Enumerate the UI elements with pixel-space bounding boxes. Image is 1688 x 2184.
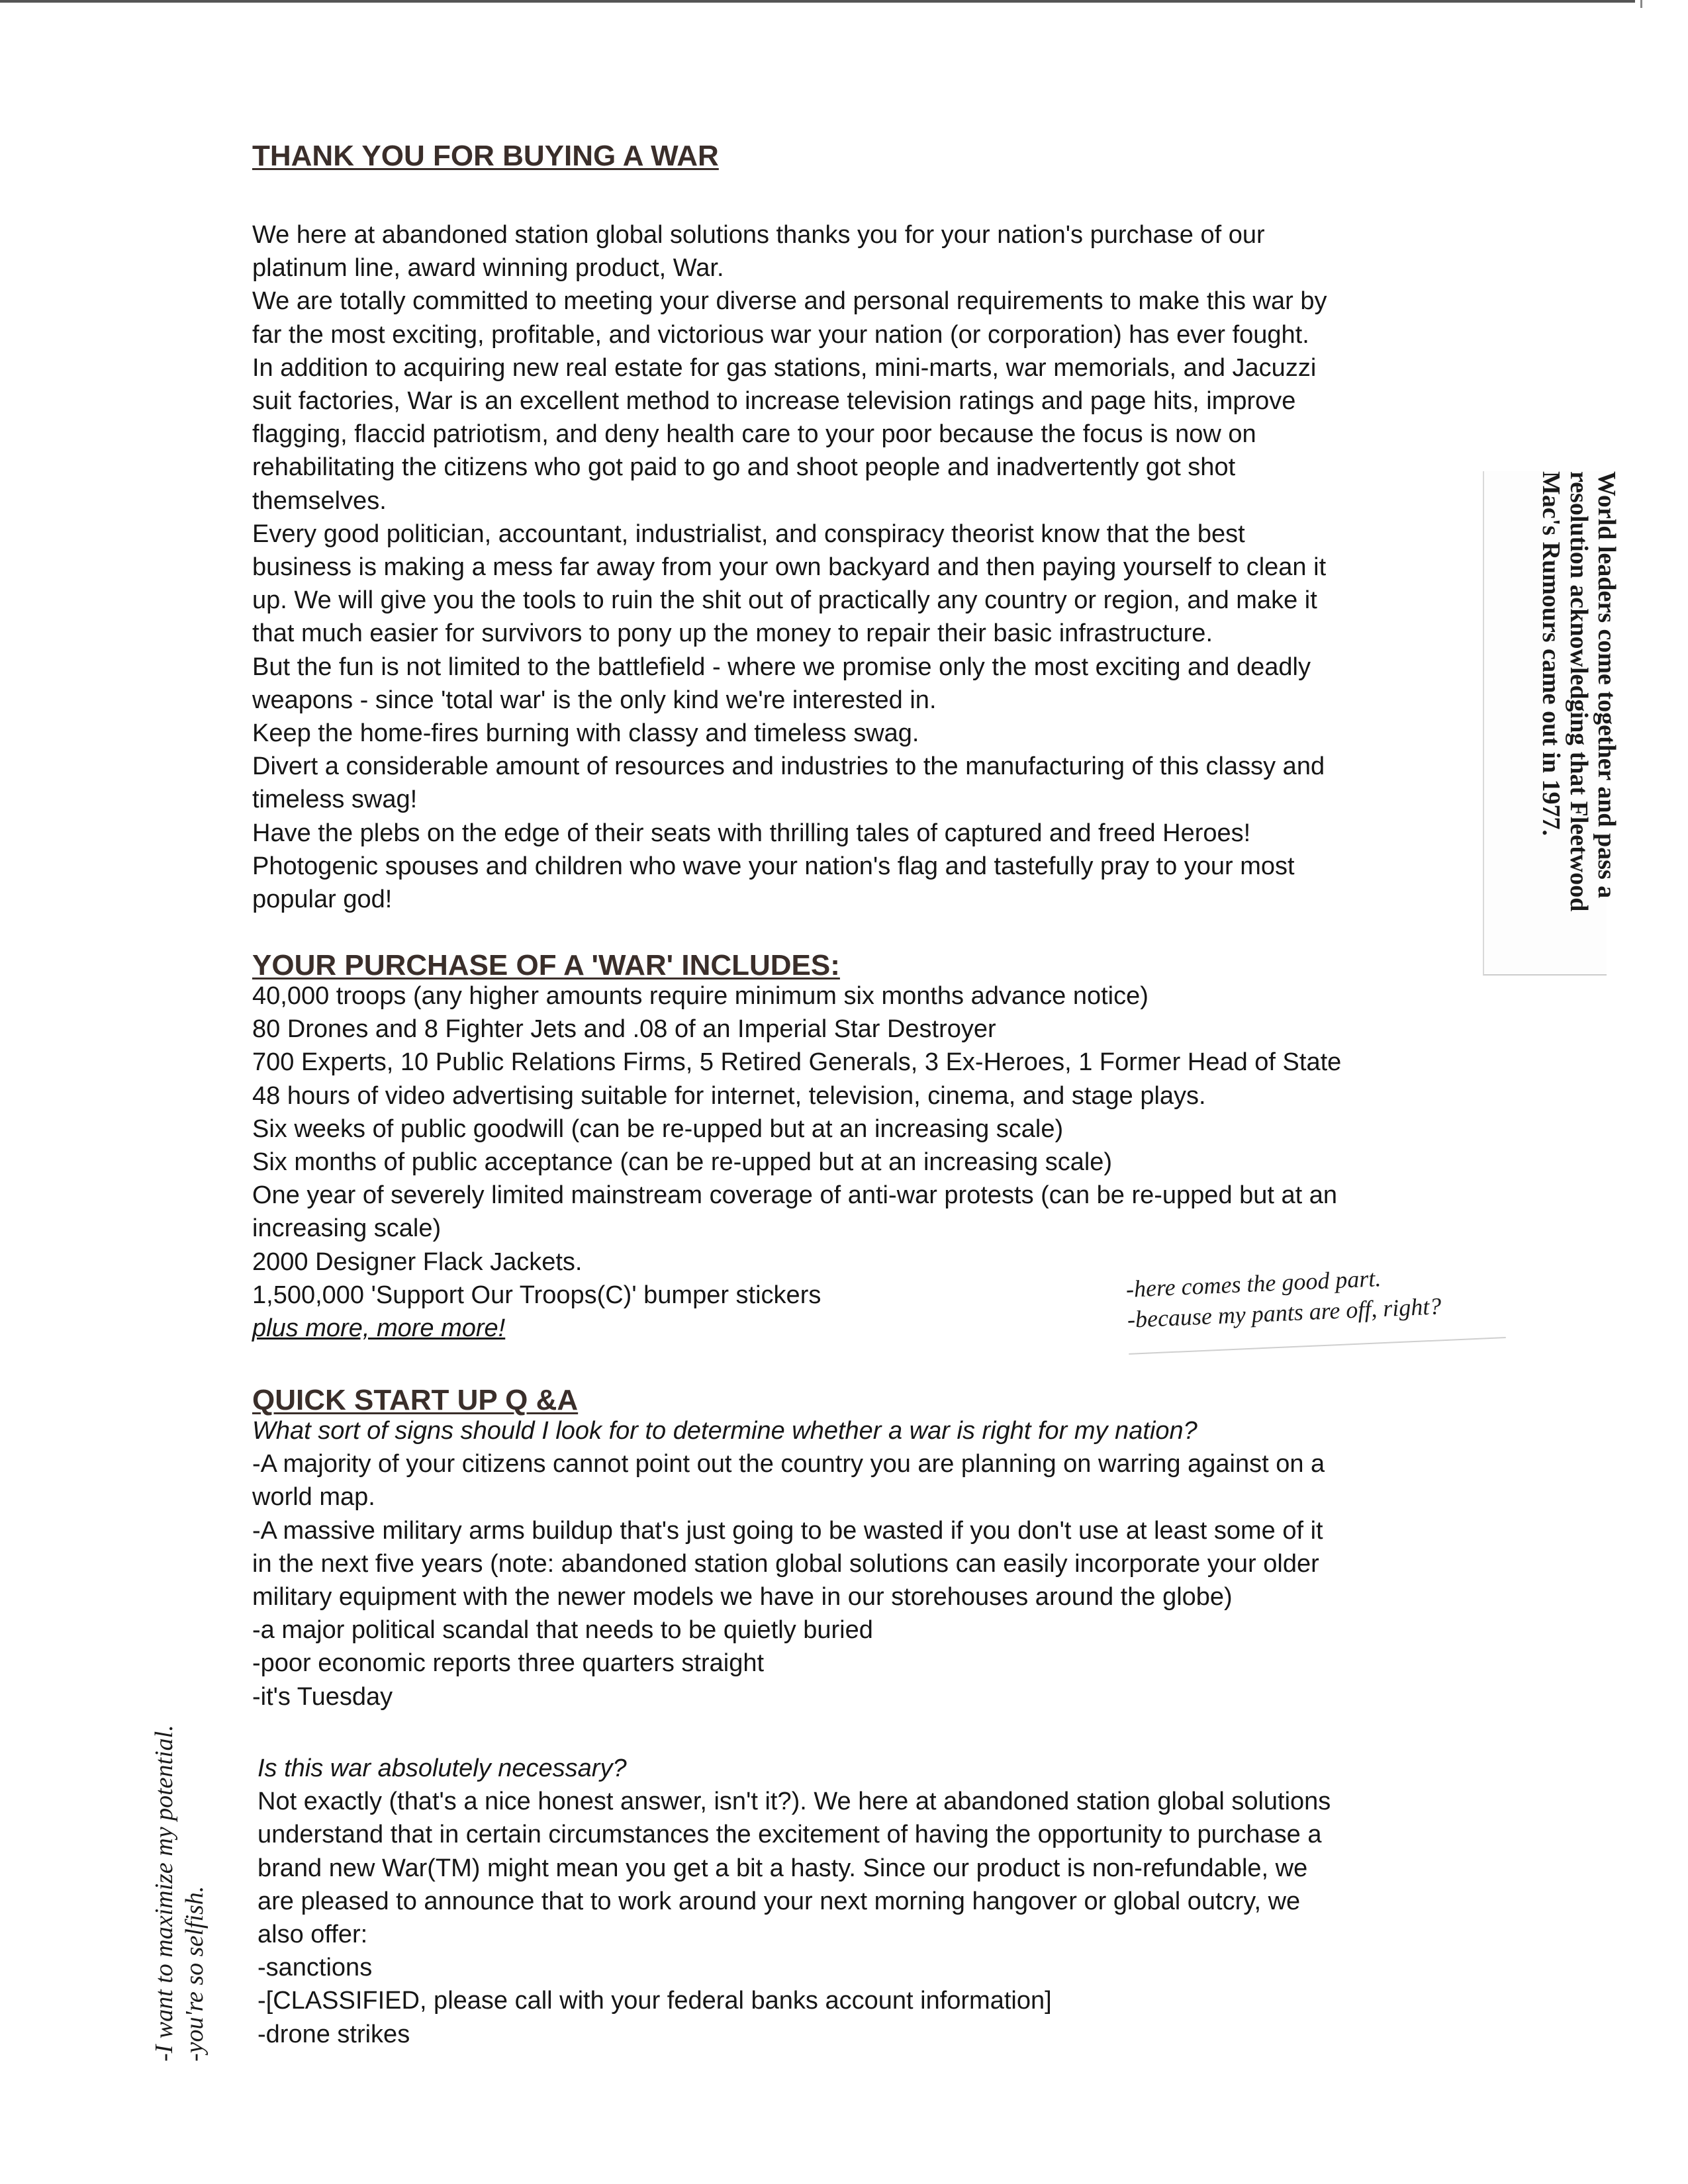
note-line: Mac's Rumours came out in 1977. bbox=[1537, 471, 1565, 836]
answer-2-line: Not exactly (that's a nice honest answer, isn't it?). We here at abandoned station global solutions bbox=[258, 1788, 1331, 1816]
answer-1-line: world map. bbox=[252, 1483, 375, 1512]
note-line: -because my pants are off, right? bbox=[1127, 1293, 1442, 1333]
note-line: -you're so selfish. bbox=[181, 1886, 209, 2062]
includes-item: Six months of public acceptance (can be re-upped but at an increasing scale) bbox=[252, 1148, 1113, 1177]
intro-line: that much easier for survivors to pony up the money to repair their basic infrastructure. bbox=[252, 619, 1213, 648]
answer-1-line: -a major political scandal that needs to be quietly buried bbox=[252, 1616, 873, 1645]
taped-note-potential-text bbox=[149, 1585, 210, 2062]
intro-line: popular god! bbox=[252, 886, 393, 914]
note-line: resolution acknowledging that Fleetwood bbox=[1565, 471, 1593, 912]
answer-2-line: brand new War(TM) might mean you get a bit a hasty. Since our product is non-refundable, we bbox=[258, 1854, 1308, 1882]
note-line: -here comes the good part. bbox=[1125, 1265, 1382, 1302]
intro-line: In addition to acquiring new real estate for gas stations, mini-marts, war memorials, and Jacuzzi bbox=[252, 353, 1317, 382]
answer-2-line: understand that in certain circumstances the excitement of having the opportunity to purchase a bbox=[258, 1821, 1322, 1849]
qa-block-2 bbox=[258, 1752, 1331, 2051]
intro-line: weapons - since 'total war' is the only kind we're interested in. bbox=[252, 686, 937, 714]
scan-top-edge bbox=[0, 0, 1635, 3]
taped-note-fleetwood bbox=[1483, 471, 1620, 976]
intro-line: We are totally committed to meeting your diverse and personal requirements to make this war by bbox=[252, 287, 1327, 316]
answer-2-line: are pleased to announce that to work around your next morning hangover or global outcry, we bbox=[258, 1887, 1301, 1915]
taped-note-fleetwood-text bbox=[1537, 471, 1623, 974]
includes-item: One year of severely limited mainstream coverage of anti-war protests (can be re-upped but at an bbox=[252, 1181, 1338, 1210]
includes-heading: YOUR PURCHASE OF A 'WAR' INCLUDES: bbox=[252, 949, 840, 981]
intro-line: Divert a considerable amount of resources and industries to the manufacturing of this classy and bbox=[252, 752, 1325, 781]
includes-item: 1,500,000 'Support Our Troops(C)' bumper stickers bbox=[252, 1281, 821, 1309]
intro-line: Every good politician, accountant, industrialist, and conspiracy theorist know that the best bbox=[252, 520, 1245, 548]
includes-item: 80 Drones and 8 Fighter Jets and .08 of an Imperial Star Destroyer bbox=[252, 1015, 996, 1044]
answer-2-line: -[CLASSIFIED, please call with your federal banks account information] bbox=[258, 1987, 1052, 2015]
intro-line: themselves. bbox=[252, 486, 387, 515]
intro-line: business is making a mess far away from your own backyard and then paying yourself to clean it bbox=[252, 553, 1327, 582]
qa-block-1 bbox=[252, 1414, 1325, 1713]
answer-1-line: in the next five years (note: abandoned station global solutions can easily incorporate your older bbox=[252, 1549, 1319, 1578]
includes-item: Six weeks of public goodwill (can be re-upped but at an increasing scale) bbox=[252, 1115, 1064, 1143]
answer-1-line: military equipment with the newer models we have in our storehouses around the globe) bbox=[252, 1583, 1233, 1612]
includes-item: 2000 Designer Flack Jackets. bbox=[252, 1248, 583, 1276]
includes-item: 700 Experts, 10 Public Relations Firms, 5 Retired Generals, 3 Ex-Heroes, 1 Former Head of State bbox=[252, 1048, 1342, 1077]
intro-line: far the most exciting, profitable, and victorious war your nation (or corporation) has ever fought. bbox=[252, 320, 1309, 349]
intro-line: up. We will give you the tools to ruin the shit out of practically any country or region, and make it bbox=[252, 586, 1317, 615]
answer-2-line: -drone strikes bbox=[258, 2020, 410, 2048]
answer-1-line: -A majority of your citizens cannot point out the country you are planning on warring against on a bbox=[252, 1450, 1325, 1479]
intro-line: timeless swag! bbox=[252, 786, 418, 814]
plus-more-link[interactable]: plus more, more more! bbox=[252, 1314, 506, 1343]
intro-line: Photogenic spouses and children who wave your nation's flag and tastefully pray to your most bbox=[252, 852, 1295, 880]
includes-item: increasing scale) bbox=[252, 1214, 442, 1243]
intro-line: Have the plebs on the edge of their seats with thrilling tales of captured and freed Heroes! bbox=[252, 819, 1251, 847]
answer-1-line: -it's Tuesday bbox=[252, 1682, 393, 1711]
intro-line: Keep the home-fires burning with classy and timeless swag. bbox=[252, 719, 919, 748]
page-title: THANK YOU FOR BUYING A WAR bbox=[252, 140, 719, 172]
answer-1-line: -A massive military arms buildup that's just going to be wasted if you don't use at least some of it bbox=[252, 1516, 1323, 1545]
intro-line: rehabilitating the citizens who got paid to go and shoot people and inadvertently got shot bbox=[252, 453, 1236, 482]
answer-1-line: -poor economic reports three quarters straight bbox=[252, 1649, 765, 1678]
question-2: Is this war absolutely necessary? bbox=[258, 1754, 627, 1782]
taped-note-potential bbox=[142, 1585, 215, 2062]
includes-item: 40,000 troops (any higher amounts require minimum six months advance notice) bbox=[252, 982, 1149, 1010]
answer-2-line: -sanctions bbox=[258, 1954, 373, 1982]
note-line: World leaders come together and pass a bbox=[1593, 471, 1620, 899]
taped-note-pants bbox=[1125, 1257, 1506, 1355]
note-line: -I want to maximize my potential. bbox=[150, 1725, 178, 2062]
includes-item: 48 hours of video advertising suitable for internet, television, cinema, and stage plays. bbox=[252, 1081, 1206, 1110]
answer-2-line: also offer: bbox=[258, 1921, 368, 1949]
intro-line: flagging, flaccid patriotism, and deny health care to your poor because the focus is now on bbox=[252, 420, 1256, 449]
intro-line: platinum line, award winning product, War. bbox=[252, 254, 724, 283]
scan-corner-mark bbox=[1640, 0, 1649, 8]
intro-paragraph bbox=[252, 218, 1327, 916]
intro-line: suit factories, War is an excellent method to increase television ratings and page hits, improve bbox=[252, 387, 1296, 416]
intro-line: But the fun is not limited to the battlefield - where we promise only the most exciting and deadly bbox=[252, 653, 1311, 681]
intro-line: We here at abandoned station global solutions thanks you for your nation's purchase of our bbox=[252, 221, 1265, 249]
qa-heading: QUICK START UP Q &A bbox=[252, 1384, 579, 1416]
question-1: What sort of signs should I look for to determine whether a war is right for my nation? bbox=[252, 1417, 1197, 1445]
